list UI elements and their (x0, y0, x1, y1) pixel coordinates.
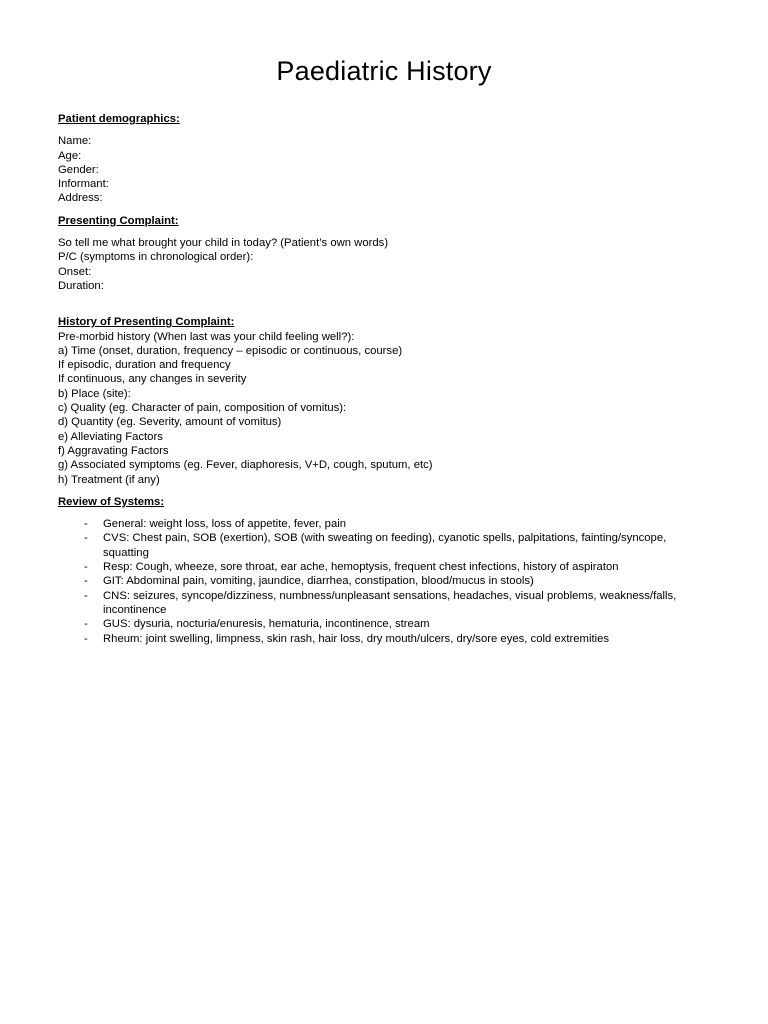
hpc-line: If continuous, any changes in severity (58, 373, 247, 386)
bullet-dash: - (84, 532, 88, 545)
presenting-complaint-heading: Presenting Complaint: (58, 214, 179, 227)
demographics-section (58, 112, 708, 206)
ros-item-git (58, 574, 708, 588)
bullet-dash: - (84, 618, 88, 631)
document-title: Paediatric History (276, 56, 492, 86)
bullet-dash: - (84, 632, 88, 645)
ros-list (58, 517, 708, 646)
ros-item-gus (58, 617, 708, 631)
field-gender: Gender: (58, 163, 99, 176)
ros-item-rheum (58, 632, 708, 646)
ros-item-text: GUS: dysuria, nocturia/enuresis, hematuria, incontinence, stream (103, 618, 430, 631)
hpc-heading: History of Presenting Complaint: (58, 316, 235, 329)
hpc-line: g) Associated symptoms (eg. Fever, diaphoresis, V+D, cough, sputum, etc) (58, 459, 433, 472)
ros-item-cns (58, 589, 708, 618)
pc-line: Onset: (58, 265, 92, 278)
hpc-line: f) Aggravating Factors (58, 444, 169, 457)
hpc-line: d) Quantity (eg. Severity, amount of vomitus) (58, 416, 282, 429)
ros-item-resp (58, 560, 708, 574)
field-name: Name: (58, 135, 92, 148)
hpc-section (58, 315, 708, 487)
ros-item-text: GIT: Abdominal pain, vomiting, jaundice, diarrhea, constipation, blood/mucus in stools) (103, 575, 534, 588)
hpc-line: h) Treatment (if any) (58, 473, 160, 486)
pc-line: P/C (symptoms in chronological order): (58, 251, 254, 264)
bullet-dash: - (84, 575, 88, 588)
pc-line: So tell me what brought your child in today? (Patient’s own words) (58, 237, 389, 250)
ros-item-text: CNS: seizures, syncope/dizziness, numbness/unpleasant sensations, headaches, visual problems, weakness/falls, incontinence (103, 589, 677, 616)
hpc-line: a) Time (onset, duration, frequency – episodic or continuous, course) (58, 344, 403, 357)
hpc-line: c) Quality (eg. Character of pain, composition of vomitus): (58, 402, 347, 415)
bullet-dash: - (84, 589, 88, 602)
ros-item-general (58, 517, 708, 531)
ros-item-cvs (58, 531, 708, 560)
field-informant: Informant: (58, 178, 109, 191)
hpc-line: e) Alleviating Factors (58, 430, 163, 443)
ros-item-text: General: weight loss, loss of appetite, fever, pain (103, 518, 347, 531)
field-address: Address: (58, 192, 103, 205)
bullet-dash: - (84, 518, 88, 531)
bullet-dash: - (84, 561, 88, 574)
ros-item-text: Resp: Cough, wheeze, sore throat, ear ache, hemoptysis, frequent chest infections, history of aspiraton (103, 561, 619, 574)
document-body (58, 112, 708, 646)
ros-item-text: CVS: Chest pain, SOB (exertion), SOB (with sweating on feeding), cyanotic spells, palpitations, fainting/syncope, squatting (103, 532, 667, 559)
ros-item-text: Rheum: joint swelling, limpness, skin rash, hair loss, dry mouth/ulcers, dry/sore eyes, cold extremities (103, 632, 610, 645)
ros-section (58, 495, 708, 646)
pc-line: Duration: (58, 279, 104, 292)
field-age: Age: (58, 149, 82, 162)
hpc-line: If episodic, duration and frequency (58, 359, 231, 372)
ros-heading: Review of Systems: (58, 495, 165, 508)
hpc-line: Pre-morbid history (When last was your child feeling well?): (58, 330, 355, 343)
hpc-line: b) Place (site): (58, 387, 131, 400)
presenting-complaint-section (58, 214, 708, 293)
demographics-heading: Patient demographics: (58, 113, 180, 125)
